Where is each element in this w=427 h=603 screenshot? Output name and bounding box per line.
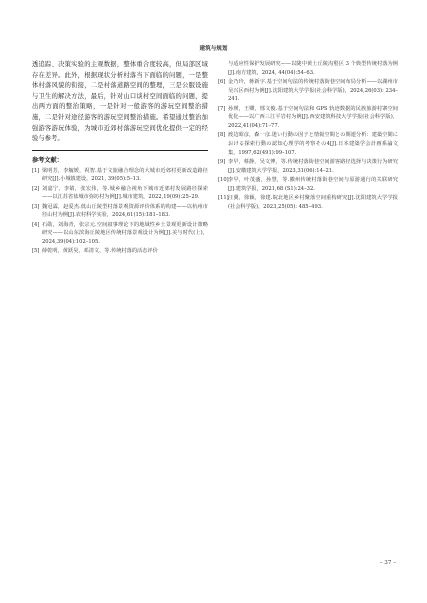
reference-list-left bbox=[32, 167, 208, 256]
reference-item bbox=[32, 167, 208, 184]
reference-text: 刘嘉宁，李婧，张宏伟，等.城乡融合视角下城市近郊村发展路径探索——以江苏省盐城市弥坊村为例[J].城市建筑，2022,19(09):25–29. bbox=[42, 185, 208, 201]
reference-number: [6] bbox=[218, 79, 226, 85]
reference-number: [11] bbox=[218, 195, 229, 202]
reference-continuation: 与适应性保护发展研究——以陇中黄土丘陵沟壑区 3 个典型传统村落为例[J].南方建筑，2024, 44(04):54–63. bbox=[228, 61, 398, 76]
reference-number: [1] bbox=[32, 167, 40, 174]
right-column bbox=[218, 60, 398, 212]
reference-number: [9] bbox=[218, 159, 226, 166]
reference-item bbox=[218, 176, 398, 193]
reference-text: 李早，蔡静，吴文博，等.传统村落街巷空间游客路径选择与决策行为研究[J].安徽建筑大学学报，2023,31(06):14–21. bbox=[228, 159, 398, 174]
left-column bbox=[32, 60, 208, 257]
reference-item bbox=[32, 221, 208, 247]
reference-text: 汪翼，徐颖，徐建.皖北地区乡村聚落空间重构研究[J].沈阳建筑大学学报(社会科学版)，2023,25(05): 485–493. bbox=[228, 195, 398, 210]
page-number: – 37 – bbox=[379, 560, 396, 566]
reference-number: [10] bbox=[218, 177, 229, 184]
running-head: 建筑与规划 bbox=[199, 46, 228, 52]
section-divider bbox=[32, 150, 208, 151]
body-paragraph: 透追踪、决策实验的主观数据，整体重合度较高，但局部区域存在差异。此外，根据现状分析村落当下面临的问题，一是整体村落风貌的衔接，二是村落道路空间的整理，三是公服设施与卫生的解决方法，最后，针对山口谈村空间面临的问题，提出两方面的整治策略，一是针对一般游客的游玩空间整治措施，二是针对途径游客的游玩空间整治措施。希望通过整治加强游客游玩体验，为城市近郊村落游玩空间优化提供一定的经验与参考。 bbox=[32, 61, 208, 143]
reference-number: [8] bbox=[218, 132, 226, 139]
reference-item bbox=[218, 194, 398, 211]
reference-text: 金乃玲，蒋新宇.基于空间句法的传统村落街巷空间布局分析——以湖州市吴兴区西村为例[J].沈阳建筑大学学报(社会科学版)，2024,26(03): 234–241. bbox=[228, 79, 398, 103]
reference-item bbox=[32, 247, 208, 256]
reference-number: [5] bbox=[32, 248, 40, 255]
reference-item bbox=[32, 185, 208, 202]
reference-item bbox=[218, 158, 398, 175]
reference-text: 梁明芳，李毓媛，祝智.基于文旅融合理念的大城市近郊村更新改造路径研究[J].小城镇建设，2021, 39(05):5–13. bbox=[42, 167, 208, 183]
reference-item bbox=[218, 105, 398, 131]
reference-number: [3] bbox=[32, 203, 40, 210]
reference-text: 渡边昭彦，森一彦.迷い行動の因子と情報空間との関連分析：建築空間における探索行動の認知心理学的考察その4[J].日本建築学会計画系論文集，1997,62(491):99–107. bbox=[228, 132, 398, 156]
reference-text: 石勋，刘海青，张宗元.空间叙事理论下的地域性乡土景观更新设计策略研究——以山东滨海丘陵地区传统村落景观设计为例[J].美与时代(上)，2024,39(04):102–105. bbox=[42, 221, 208, 246]
reference-item bbox=[218, 131, 398, 157]
reference-text: 魏冠霖，赵爱杰.低山丘陵型村落景观资源评价体系的构建——以杭州市径山村为例[J].农村科学实验，2024,61(15):181–183. bbox=[42, 203, 208, 219]
reference-text: 李早，叶茂盛，孙慧，等.徽州传统村落街巷空间与原游通行的关联研究[J].建筑学报，2021,68 (S1):24–32. bbox=[228, 177, 398, 192]
reference-text: 孙瑛，王卿，邢文俊.基于空间句法和 GPS 轨迹数据的民族旅游村寨空间优化——以广西三江平岩村为例[J].西安建筑科技大学学报(社会科学版)，2022,41(04):71–77. bbox=[228, 105, 398, 130]
reference-item bbox=[32, 203, 208, 220]
reference-list-right bbox=[218, 78, 398, 212]
reference-number: [4] bbox=[32, 221, 40, 228]
reference-number: [7] bbox=[218, 105, 226, 112]
reference-text: 薛乾明，黄跃昊，邓清文，等.传统村落的活态评价 bbox=[42, 248, 158, 255]
references-heading: 参考文献： bbox=[32, 156, 63, 164]
reference-item bbox=[218, 78, 398, 104]
reference-number: [2] bbox=[32, 185, 40, 192]
